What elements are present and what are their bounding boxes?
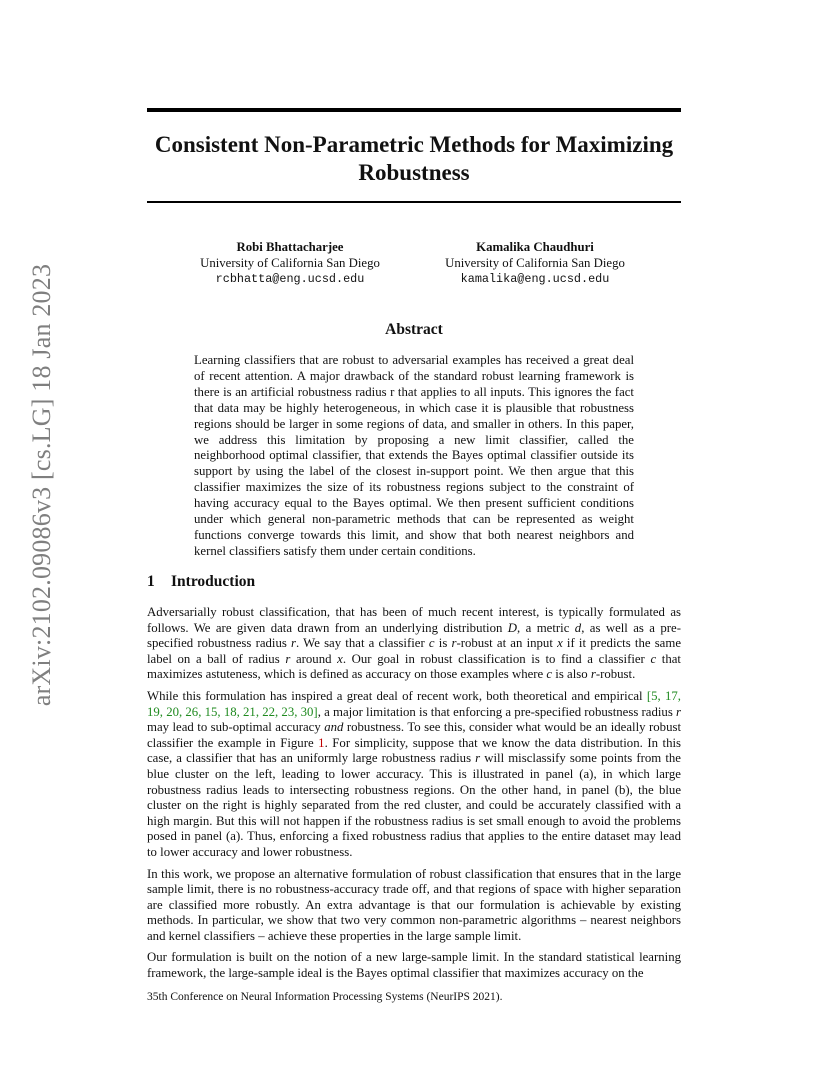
paper-title: Consistent Non-Parametric Methods for Maximizing Robustness [154,132,674,185]
author-block [425,239,645,287]
author-name: Robi Bhattacharjee [236,240,344,254]
citation-links[interactable]: [5, 17, 19, 20, 26, 15, 18, 21, 22, 23, 30] [147,688,681,719]
title-bottom-rule [147,201,681,203]
section-title: Introduction [171,573,256,590]
title-top-rule [147,108,681,112]
section-heading-introduction [147,573,255,591]
section-number: 1 [147,573,155,590]
arxiv-identifier-text: arXiv:2102.09086v3 [cs.LG] 18 Jan 2023 [27,263,56,707]
paragraph: Our formulation is built on the notion of a new large-sample limit. In the standard statistical learning framework, the large-sample ideal is the Bayes optimal classifier that maximizes accuracy on the [147,950,681,981]
introduction-body [147,605,681,988]
abstract-heading: Abstract [385,321,443,338]
paragraph: Adversarially robust classification, that has been of much recent interest, is typically formulated as follows. We are given data drawn from an underlying distribution D, a metric d, as well as a pre-specified robustness radius r. We say that a classifier c is r-robust at an input x if it predicts the same label on a ball of radius r around x. Our goal in robust classification is to find a classifier c that maximizes astuteness, which is defined as accuracy on those examples where c is also r-robust. [147,605,682,682]
conference-footnote: 35th Conference on Neural Information Processing Systems (NeurIPS 2021). [147,991,503,1003]
paragraph: While this formulation has inspired a great deal of recent work, both theoretical and empirical [5, 17, 19, 20, 26, 15, 18, 21, 22, 23, 30], a major limitation is that enforcing a pre-specified robustness radius r may lead to sub-optimal accuracy and robustness. To see this, consider what would be an ideally robust classifier the example in Figure 1. For simplicity, suppose that we know the data distribution. In this case, a classifier that has an uniformly large robustness radius r will misclassify some points from the blue cluster on the left, leading to lower accuracy. This is illustrated in panel (a), in which large robustness radius leads to intersecting robustness regions. On the other hand, in panel (b), the blue cluster on the right is highly separated from the red cluster, and could be accurately classified with a high margin. But this will not happen if the robustness radius is set small enough to avoid the problems posed in panel (a). Thus, enforcing a fixed robustness radius that applies to the entire dataset may lead to lower accuracy and lower robustness. [147,688,682,859]
figure-reference-link[interactable]: 1 [318,735,325,750]
abstract-body: Learning classifiers that are robust to adversarial examples has received a great deal of recent attention. A major drawback of the standard robust learning framework is there is an artificial robustness radius r that applies to all inputs. This ignores the fact that data may be highly heterogeneous, in which case it is plausible that robustness regions should be larger in some regions of data, and smaller in others. In this paper, we address this limitation by proposing a new limit classifier, called the neighborhood optimal classifier, that extends the Bayes optimal classifier outside its support by using the label of the closest in-support point. We then argue that this classifier maximizes the size of its robustness regions subject to the constraint of having accuracy equal to the Bayes optimal. We then present sufficient conditions under which general non-parametric methods that can be represented as weight functions converge towards this limit, and show that both nearest neighbors and kernel classifiers satisfy them under certain conditions. [194,353,634,558]
author-email[interactable]: rcbhatta@eng.ucsd.edu [215,272,365,286]
arxiv-identifier [22,263,62,707]
author-block [180,239,400,287]
paragraph: In this work, we propose an alternative formulation of robust classification that ensures that in the large sample limit, there is no robustness-accuracy trade off, and that regions of space with higher separation are classified more robustly. An extra advantage is that our formulation is achievable by existing methods. In particular, we show that two very common non-parametric algorithms – nearest neighbors and kernel classifiers – achieve these properties in the large sample limit. [147,866,681,943]
author-name: Kamalika Chaudhuri [476,240,594,254]
author-email[interactable]: kamalika@eng.ucsd.edu [460,272,610,286]
author-affiliation: University of California San Diego [445,256,625,270]
author-affiliation: University of California San Diego [200,256,380,270]
